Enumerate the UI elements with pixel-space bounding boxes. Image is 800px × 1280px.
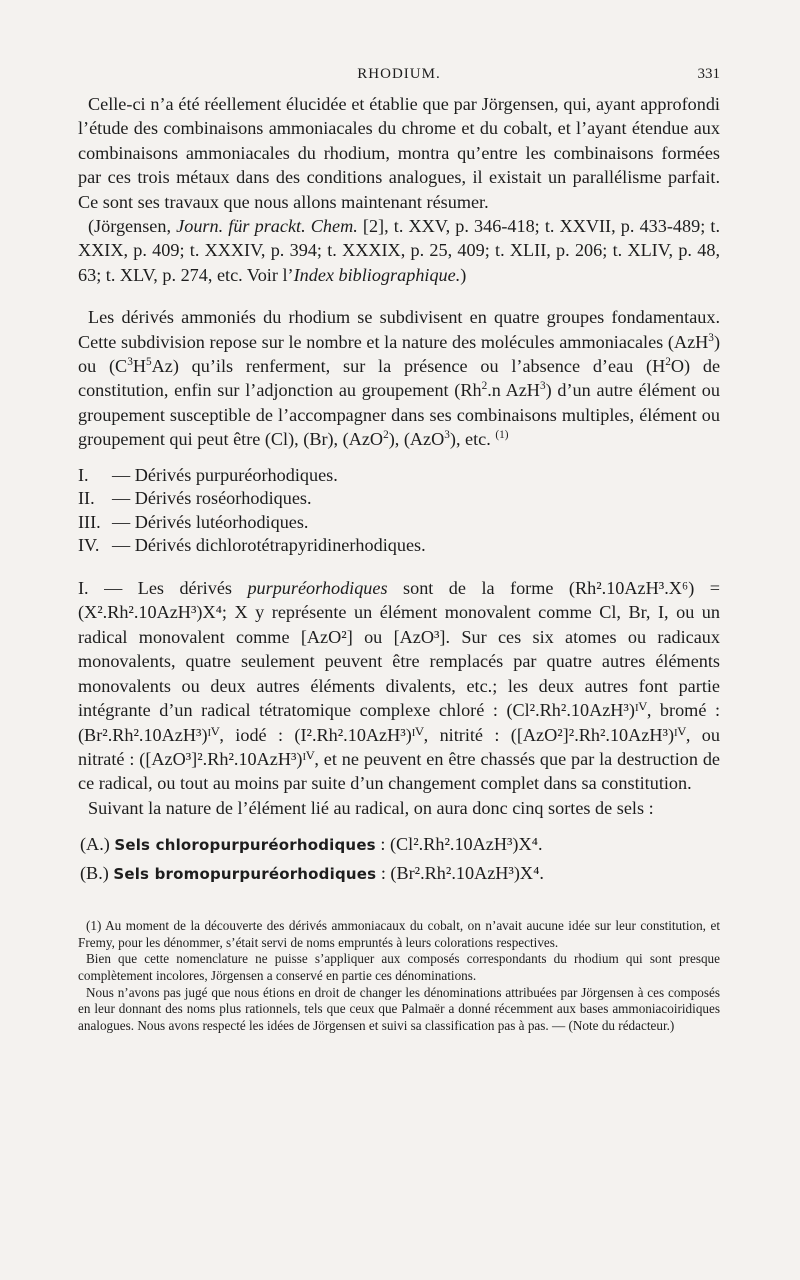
superscript: 2 <box>383 429 389 442</box>
sels-list <box>78 830 720 888</box>
sel-letter: (B.) <box>80 863 109 884</box>
list-item-number: I. <box>78 464 89 485</box>
list-item <box>78 511 720 535</box>
list-item-label: — Dérivés dichlorotétrapyridinerhodiques. <box>112 535 426 556</box>
sel-formula: : (Br².Rh².10AzH³)X⁴. <box>376 863 544 884</box>
references-end: ) <box>460 264 467 285</box>
paragraph-sels-intro: Suivant la nature de l’élément lié au radical, on aura donc cinq sortes de sels : <box>88 797 654 818</box>
text-segment: ) d’un autre élément ou groupement susceptible de l’accompagner dans ses combinaisons multiples, élément ou groupement qui peut être (Cl), (Br), (AzO <box>78 380 720 450</box>
journal-title: Journ. für prackt. Chem. <box>176 216 358 237</box>
references-list: [2], t. XXV, p. 346-418; t. XXVII, p. 433-489; t. XXIX, p. 409; t. XXXIV, p. 394; t. XXXIX, p. 25, 409; t. XLII, p. 206; t. XLIV, p. 48, 63; t. XLV, p. 274, etc. Voir l’ <box>78 216 720 285</box>
list-item-label: — Dérivés lutéorhodiques. <box>112 511 309 532</box>
list-item-number: IV. <box>78 535 100 556</box>
text-segment: O) de constitution, enfin sur l’adjonction au groupement (Rh <box>78 356 721 401</box>
superscript: 3 <box>127 356 133 368</box>
footnote-2: Bien que cette nomenclature ne puisse s’appliquer aux composés correspondants du rhodium qui sont presque complètement incolores, Jörgensen a conservé en partie ces dénominations. <box>78 951 720 983</box>
sel-formula: : (Cl².Rh².10AzH³)X⁴. <box>375 834 543 855</box>
list-item <box>78 534 720 558</box>
running-title: RHODIUM. <box>357 66 441 82</box>
text-segment: .n AzH <box>487 380 540 401</box>
superscript: 3 <box>444 429 450 442</box>
page-header <box>78 66 720 88</box>
list-item-label: — Dérivés purpuréorhodiques. <box>112 464 338 485</box>
list-item <box>78 464 720 488</box>
text-segment: ), etc. <box>449 429 496 450</box>
superscript: 2 <box>481 380 488 393</box>
footnote-3: Nous n’avons pas jugé que nous étions en droit de changer les dénominations attribuées par Jörgensen à ces composés en leur donnant des noms plus rationnels, tels que ceux que Palmaër a donné récemment aux bases ammoniacoiridiques analogues. Nous avons respecté les idées de Jörgensen et suivi sa classification pas à pas. — (Note du rédacteur.) <box>78 984 720 1033</box>
paragraph-intro: Celle-ci n’a été réellement élucidée et établie que par Jörgensen, qui, ayant approfondi l’étude des combinaisons ammoniacales du chrome et du cobalt, et l’ayant étendue aux combinaisons ammoniacales du rhodium, montra qu’entre les combinaisons formées par ces trois métaux dans des conditions analogues, il existait un parallélisme parfait. Ce sont ses travaux que nous allons maintenant résumer. <box>78 94 720 212</box>
page-number: 331 <box>697 66 720 82</box>
text-segment: ) ou (C <box>78 331 720 377</box>
body-text <box>78 92 720 1034</box>
sel-entry <box>78 830 720 859</box>
footnotes <box>78 918 720 1034</box>
footnote-1: (1) Au moment de la découverte des dérivés ammoniacaux du cobalt, on n’avait aucune idée sur leur constitution, et Fremy, pour les dénommer, s’était servi de noms empruntés à leurs colorations respectives. <box>78 918 720 950</box>
text-segment: Az) qu’ils renferment, sur la présence ou l’absence d’eau (H <box>151 356 666 377</box>
sel-letter: (A.) <box>80 834 110 855</box>
paragraph-references <box>78 214 720 287</box>
references-start: (Jörgensen, <box>88 216 177 237</box>
list-item-number: II. <box>78 488 95 509</box>
list-item-label: — Dérivés roséorhodiques. <box>112 488 312 509</box>
footnote-marker: (1) <box>495 429 509 442</box>
sel-name: Sels bromopurpuréorhodiques <box>113 865 377 884</box>
superscript: 2 <box>665 356 671 368</box>
superscript: 3 <box>708 331 714 344</box>
paragraph-purpureo <box>78 576 720 796</box>
text-segment: Les dérivés ammoniés du rhodium se subdivisent en quatre groupes fondamentaux. Cette subdivision repose sur le nombre et la nature des molécules ammoniacales (AzH <box>78 307 720 352</box>
sel-name: Sels chloropurpuréorhodiques <box>114 836 376 855</box>
section-term: purpuréorhodiques <box>247 578 388 599</box>
section-body: sont de la forme (Rh².10AzH³.X⁶) = (X².Rh².10AzH³)X⁴; X y représente un élément monovalent comme Cl, Br, I, ou un radical monovalent comme [AzO²] ou [AzO³]. Sur ces six atomes ou radicaux monovalents, quatre seulement peuvent être remplacés par quatre autres éléments monovalents ou deux autres éléments divalents, etc.; les deux autres font partie intégrante d’un radical tétratomique complexe chloré : (Cl².Rh².10AzH³)ᴵⱽ, bromé : (Br².Rh².10AzH³)ᴵⱽ, iodé : (I².Rh².10AzH³)ᴵⱽ, nitrité : ([AzO²]².Rh².10AzH³)ᴵⱽ, ou nitraté : ([AzO³]².Rh².10AzH³)ᴵⱽ, et ne peuvent en être chassés que par la destruction de ce radical, ou tout au moins par suite d’un changement complet dans sa constitution. <box>78 578 720 794</box>
sel-entry <box>78 859 720 888</box>
paragraph-subdivision <box>78 305 720 451</box>
group-list <box>78 464 720 558</box>
text-segment: ), (AzO <box>388 429 445 450</box>
superscript: 5 <box>145 356 152 368</box>
text-segment: H <box>132 356 146 377</box>
superscript: 3 <box>539 380 546 393</box>
list-item-number: III. <box>78 511 101 532</box>
section-intro: I. — Les dérivés <box>78 578 248 599</box>
index-reference: Index bibliographique. <box>293 264 461 285</box>
list-item <box>78 487 720 511</box>
